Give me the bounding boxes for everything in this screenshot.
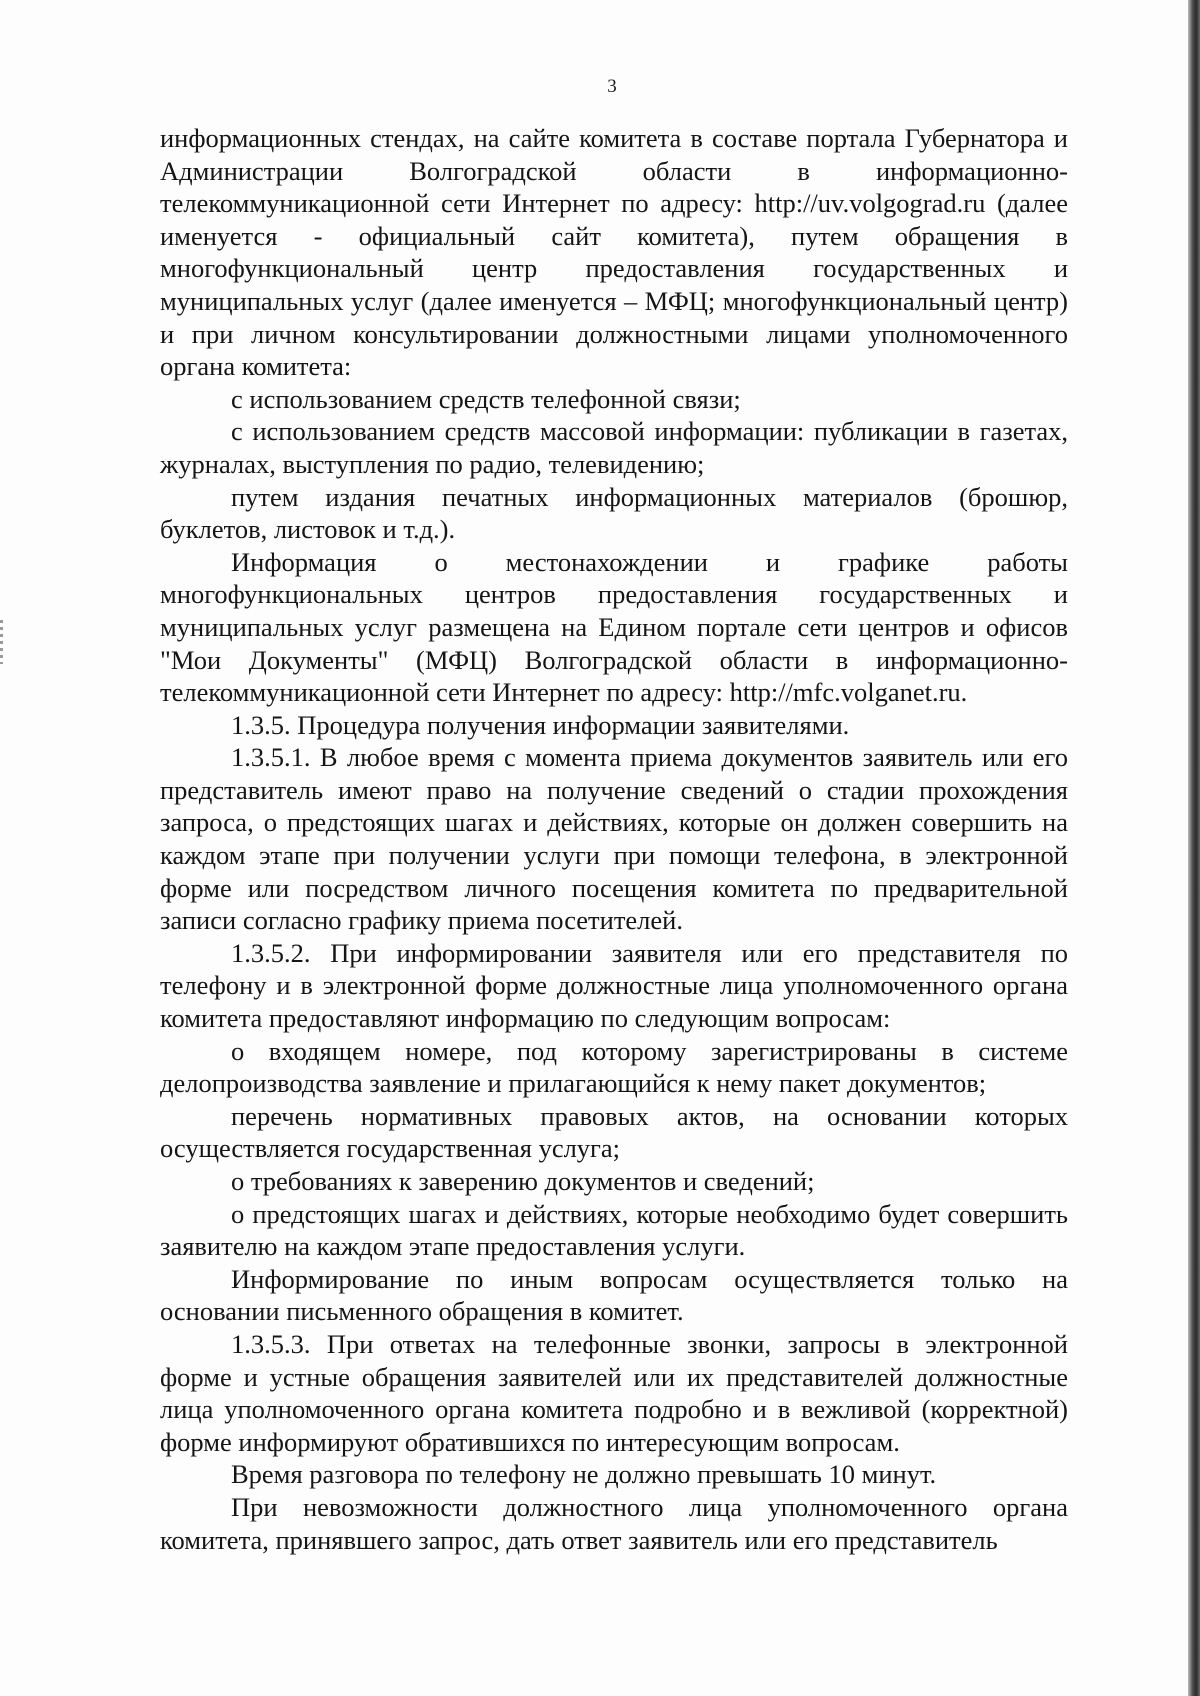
- paragraph: 1.3.5.2. При информировании заявителя или его представителя по телефону и в электронной форме должностные лица уполномоченного органа комитета предоставляют информацию по следующим вопросам:: [160, 937, 1068, 1034]
- paragraph: о предстоящих шагах и действиях, которые необходимо будет совершить заявителю на каждом этапе предоставления услуги.: [160, 1198, 1068, 1262]
- scan-edge-shadow: [1188, 0, 1200, 1696]
- document-body: [160, 122, 1068, 1556]
- paragraph: перечень нормативных правовых актов, на основании которых осуществляется государственная услуга;: [160, 1100, 1068, 1164]
- paragraph: 1.3.5.3. При ответах на телефонные звонки, запросы в электронной форме и устные обращения заявителей или их представителей должностные лица уполномоченного органа комитета подробно и в вежливой (корректной) форме информируют обратившихся по интересующим вопросам.: [160, 1328, 1068, 1457]
- paragraph: Информирование по иным вопросам осуществляется только на основании письменного обращения в комитет.: [160, 1263, 1068, 1327]
- paragraph: При невозможности должностного лица уполномоченного органа комитета, принявшего запрос, дать ответ заявитель или его представитель: [160, 1491, 1068, 1555]
- paragraph: 1.3.5. Процедура получения информации заявителями.: [231, 709, 850, 740]
- paragraph: информационных стендах, на сайте комитета в составе портала Губернатора и Администрации Волгоградской области в информационно-телекоммуникационной сети Интернет по адресу: http://uv.volgograd.ru (далее именуется - официальный сайт комитета), путем обращения в многофункциональный центр предоставления государственных и муниципальных услуг (далее именуется – МФЦ; многофункциональный центр) и при личном консультировании должностными лицами уполномоченного органа комитета:: [160, 123, 1068, 382]
- paragraph: путем издания печатных информационных материалов (брошюр, буклетов, листовок и т.д.).: [160, 481, 1068, 545]
- scan-artifact: [0, 620, 3, 664]
- paragraph: Время разговора по телефону не должно превышать 10 минут.: [231, 1459, 937, 1490]
- page-number: 3: [607, 76, 617, 97]
- paragraph: 1.3.5.1. В любое время с момента приема документов заявитель или его представитель имеют право на получение сведений о стадии прохождения запроса, о предстоящих шагах и действиях, которые он должен совершить на каждом этапе при получении услуги при помощи телефона, в электронной форме или посредством личного посещения комитета по предварительной записи согласно графику приема посетителей.: [160, 742, 1068, 936]
- paragraph: с использованием средств массовой информации: публикации в газетах, журналах, выступления по радио, телевидению;: [160, 416, 1068, 479]
- paragraph: о требованиях к заверению документов и сведений;: [231, 1166, 815, 1196]
- paragraph: о входящем номере, под которому зарегистрированы в системе делопроизводства заявление и прилагающийся к нему пакет документов;: [160, 1035, 1068, 1099]
- paragraph: Информация о местонахождении и графике работы многофункциональных центров предоставления государственных и муниципальных услуг размещена на Едином портале сети центров и офисов "Мои Документы" (МФЦ) Волгоградской области в информационно-телекоммуникационной сети Интернет по адресу: http://mfc.volganet.ru.: [160, 546, 1068, 708]
- paragraph: с использованием средств телефонной связи;: [231, 383, 741, 414]
